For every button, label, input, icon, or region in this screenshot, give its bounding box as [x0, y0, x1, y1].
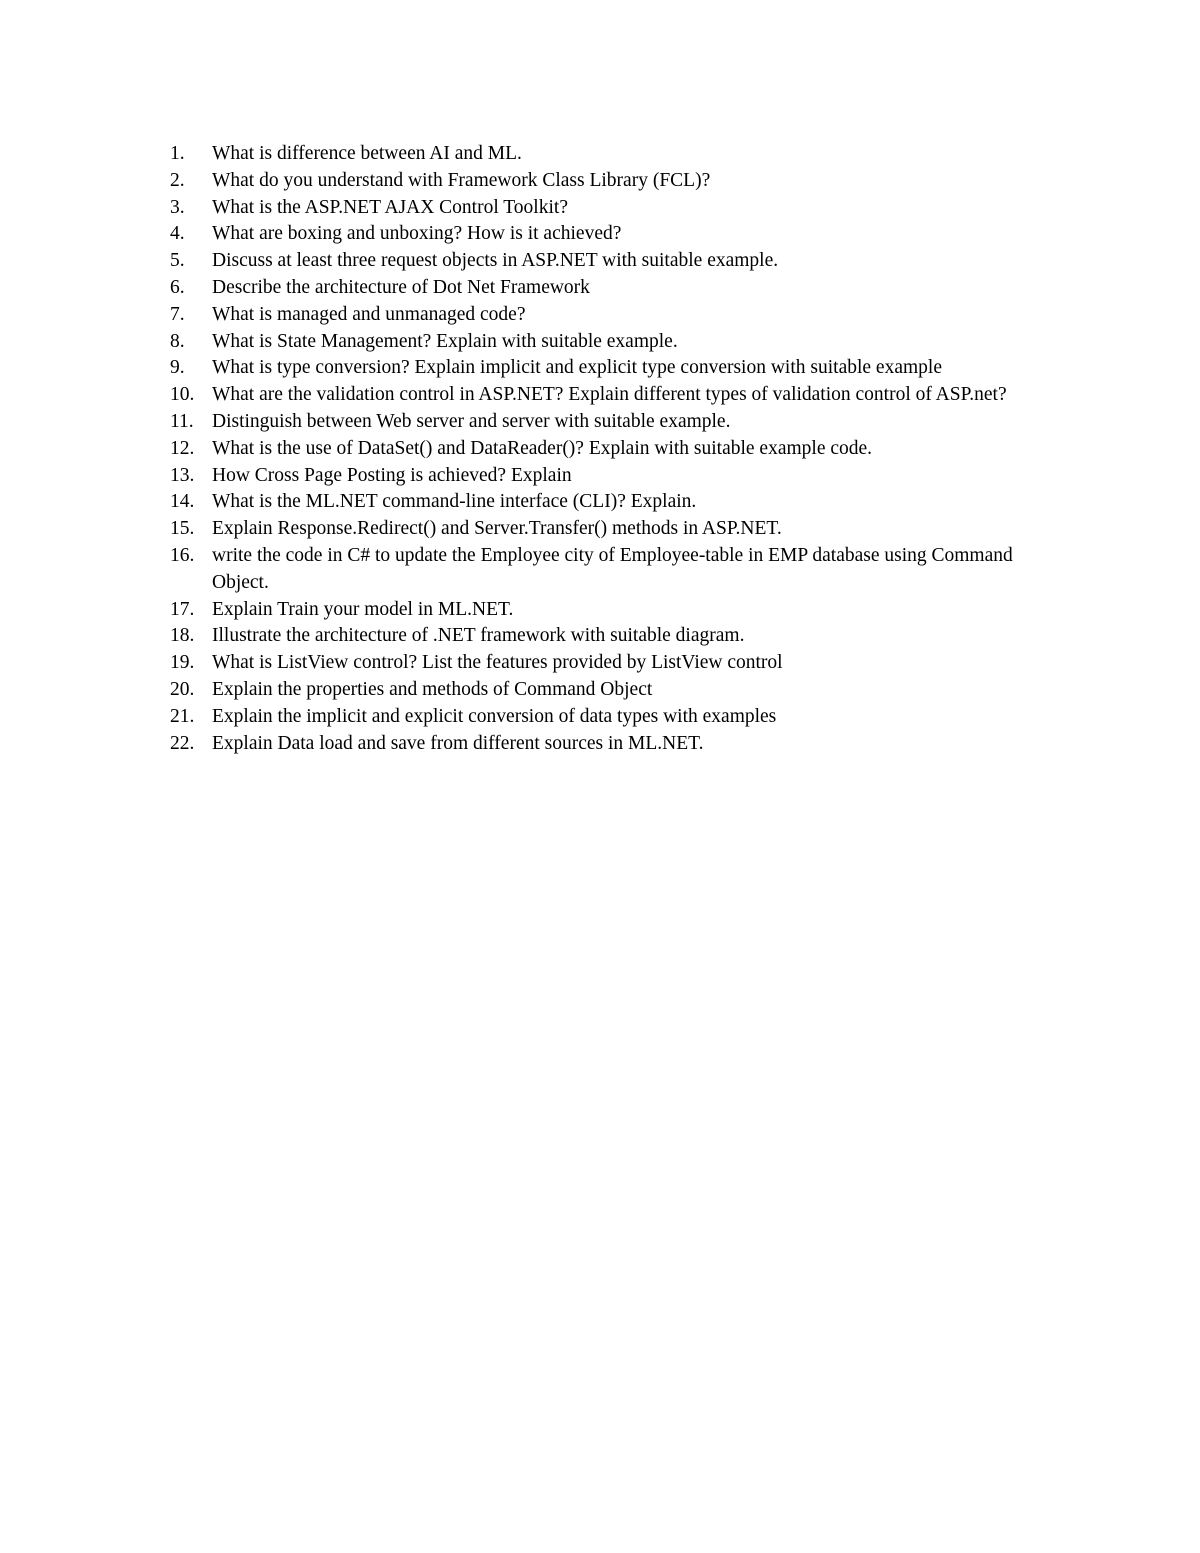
question-text: What is State Management? Explain with suitable example.: [212, 330, 678, 352]
question-number: 3.: [170, 196, 185, 218]
list-item: [170, 677, 1040, 704]
list-item: [170, 543, 1040, 597]
list-item: [170, 195, 1040, 222]
question-number: 7.: [170, 303, 185, 325]
list-item: [170, 436, 1040, 463]
list-item: [170, 623, 1040, 650]
list-item: [170, 221, 1040, 248]
question-number: 8.: [170, 330, 185, 352]
question-text: Describe the architecture of Dot Net Framework: [212, 276, 590, 298]
question-text: Discuss at least three request objects in ASP.NET with suitable example.: [212, 250, 779, 272]
question-text: Explain the properties and methods of Command Object: [212, 678, 653, 700]
question-number: 22.: [170, 732, 195, 754]
list-item: [170, 302, 1040, 329]
question-number: 12.: [170, 437, 195, 459]
list-item: [170, 141, 1040, 168]
list-item: [170, 731, 1040, 758]
list-item: [170, 382, 1040, 409]
list-item: [170, 275, 1040, 302]
question-number: 2.: [170, 169, 185, 191]
list-item: [170, 704, 1040, 731]
list-item: [170, 409, 1040, 436]
list-item: [170, 329, 1040, 356]
list-item: [170, 168, 1040, 195]
list-item: [170, 650, 1040, 677]
question-text: What do you understand with Framework Class Library (FCL)?: [212, 169, 711, 191]
question-text: What are boxing and unboxing? How is it achieved?: [212, 223, 622, 245]
question-text: Illustrate the architecture of .NET framework with suitable diagram.: [212, 625, 745, 647]
question-text: Explain Data load and save from different sources in ML.NET.: [212, 732, 704, 754]
question-number: 15.: [170, 518, 195, 540]
question-text: Explain the implicit and explicit conversion of data types with examples: [212, 705, 777, 727]
question-number: 14.: [170, 491, 195, 513]
question-number: 17.: [170, 598, 195, 620]
question-text: Explain Train your model in ML.NET.: [212, 598, 514, 620]
question-text: What is the ASP.NET AJAX Control Toolkit?: [212, 196, 568, 218]
question-number: 20.: [170, 678, 195, 700]
question-number: 1.: [170, 143, 185, 164]
question-text: What is managed and unmanaged code?: [212, 303, 526, 325]
question-text: What is the ML.NET command-line interface (CLI)? Explain.: [212, 491, 697, 513]
list-item: [170, 516, 1040, 543]
question-number: 18.: [170, 625, 195, 647]
list-item: [170, 248, 1040, 275]
question-number: 9.: [170, 357, 185, 379]
question-number: 21.: [170, 705, 195, 727]
question-text: What is difference between AI and ML.: [212, 143, 522, 164]
question-text: What is type conversion? Explain implicit and explicit type conversion with suitable example: [212, 357, 942, 379]
question-number: 4.: [170, 223, 185, 245]
list-item: [170, 597, 1040, 624]
list-item: [170, 463, 1040, 490]
question-text: How Cross Page Posting is achieved? Explain: [212, 464, 572, 486]
question-text: What are the validation control in ASP.NET? Explain different types of validation control of ASP.net?: [212, 384, 1007, 406]
question-text: What is ListView control? List the features provided by ListView control: [212, 652, 783, 674]
question-text: write the code in C# to update the Employee city of Employee-table in EMP database using Command Object.: [212, 544, 1013, 593]
question-text: Distinguish between Web server and server with suitable example.: [212, 410, 731, 432]
question-text: What is the use of DataSet() and DataReader()? Explain with suitable example code.: [212, 437, 873, 459]
question-number: 19.: [170, 652, 195, 674]
question-number: 5.: [170, 250, 185, 272]
question-list: [170, 141, 1040, 757]
question-text: Explain Response.Redirect() and Server.Transfer() methods in ASP.NET.: [212, 518, 782, 540]
list-item: [170, 355, 1040, 382]
question-number: 11.: [170, 410, 194, 432]
question-number: 13.: [170, 464, 195, 486]
question-number: 10.: [170, 384, 195, 406]
question-number: 6.: [170, 276, 185, 298]
list-item: [170, 489, 1040, 516]
question-number: 16.: [170, 544, 195, 566]
